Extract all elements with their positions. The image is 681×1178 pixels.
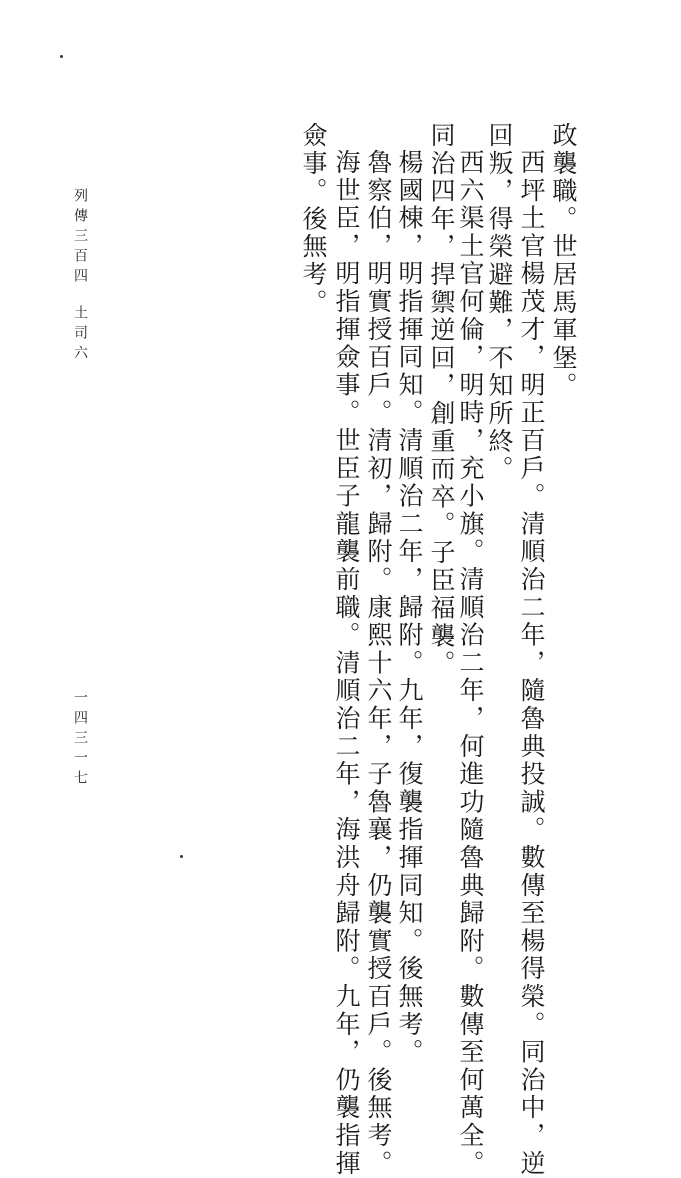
chapter-title: 列傳三百四 [72,188,88,288]
text-column: 魯察伯，明實授百戶。清初，歸附。康熙十六年，子魯襄，仍襲實授百戶。後無考。 [364,149,393,1178]
text-column: 西坪土官楊茂才，明正百戶。清順治二年，隨魯典投誠。數傳至楊得榮。同治中，逆 [517,149,546,1178]
scan-speck [60,55,63,58]
text-column: 回叛，得榮避難，不知所終。 [485,122,514,484]
page-number: 一四三一七 [72,690,88,790]
text-column: 楊國棟，明指揮同知。清順治二年，歸附。九年，復襲指揮同知。後無考。 [395,149,424,1067]
text-column: 僉事。後無考。 [299,122,328,317]
text-column: 同治四年，捍禦逆回，創重而卒。子臣福襲。 [427,122,456,678]
section-title: 土司六 [72,305,88,365]
text-column: 西六渠土官何倫，明時，充小旗。清順治二年，何進功隨魯典歸附。數傳至何萬全。 [456,149,485,1178]
scan-speck [180,855,183,858]
text-column: 海世臣，明指揮僉事。世臣子龍襲前職。清順治二年，海洪舟歸附。九年，仍襲指揮 [332,149,361,1178]
text-column: 政襲職。世居馬軍堡。 [549,122,578,400]
